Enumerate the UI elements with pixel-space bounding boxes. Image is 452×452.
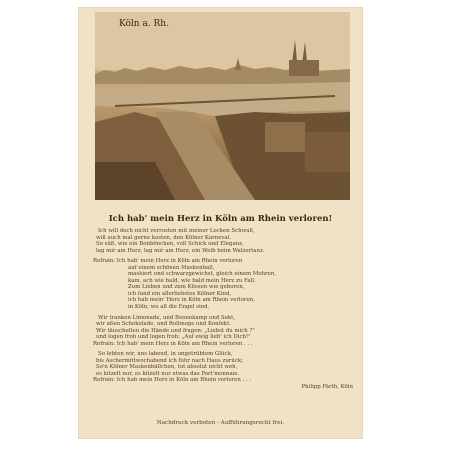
- lyric-line: bis Aschermittwochabend ich fuhr nach Haus zurück;: [96, 357, 243, 364]
- lyric-line: So'n Kölner Maskenbällchen, tut absolut nicht weh,: [96, 364, 238, 371]
- author-credit: Philipp Färth, Köln: [301, 384, 353, 391]
- lyric-line: So süß, wie ein Bonbönchen, voll Schick und Eleganz,: [96, 241, 244, 248]
- lyric-line: So lebten wir, uns labend, in ungetrübtem Glück,: [98, 351, 233, 358]
- lyric-line: in Köln, wo all die Engel sind.: [128, 304, 210, 311]
- song-title: Ich hab' mein Herz in Köln am Rhein verloren!: [108, 214, 333, 224]
- song-lyrics: [93, 228, 355, 391]
- refrain-line: Refrain: Ich hab mein Herz in Köln am Rhein verloren . . .: [93, 377, 252, 384]
- lyric-line: ich hab mein' Herz in Köln am Rhein verloren,: [128, 297, 255, 304]
- lyric-line: kam, ach wie bald, wie bald mein Herz zu Fall.: [128, 277, 256, 284]
- lyric-line: will auch mal gerne kosten, den Kölner Karneval.: [96, 234, 232, 241]
- lyric-line: Ich will doch nicht verrosten mit meiner Locken Schwall,: [98, 228, 255, 234]
- postcard: [79, 8, 362, 438]
- photo-caption: Köln a. Rh.: [119, 19, 169, 29]
- lyric-line: Wir tranken Limonade, und Boonekamp und Sekt,: [98, 314, 236, 321]
- lyric-line: auf einem schönen Maskenball,: [128, 264, 215, 271]
- footer-note: Nachdruck verboten - Aufführungsrecht frei.: [156, 420, 285, 426]
- refrain-label: Refrain:: [93, 258, 116, 265]
- lyric-line: es kitzelt nur, es kitzelt nur etwas das Port'monnaie.: [96, 370, 240, 377]
- refrain-line: Refrain: Ich hab' mein Herz in Köln am Rhein verloren . . .: [93, 340, 253, 347]
- lyric-line: Zum Lieben und zum Küssen wie geboren,: [128, 284, 245, 291]
- lyric-line: ich fand ein allerliebstes Kölner Kind,: [128, 290, 232, 297]
- lyric-line: Ich hab' mein Herz in Köln am Rhein verloren: [116, 258, 243, 265]
- lyric-line: und logen froh und logen froh: „Auf ewig lieb' ich Dich!": [96, 334, 251, 341]
- lyric-line: maskiert und schwarzgewichst, gleich einem Mohren,: [128, 271, 277, 278]
- lyric-line: lag mir am Herz, lag mir am Herz, ein Weib beim Walzertanz.: [96, 247, 265, 254]
- lyric-line: Wir täuschelten die Hände und fragen: „Liebst du mich ?": [96, 327, 255, 334]
- lyric-line: wir aßen Schokolade, und Rollmops und Konfekt.: [96, 321, 231, 328]
- city-illustration: [95, 12, 350, 200]
- cologne-panorama-photo: [95, 12, 350, 200]
